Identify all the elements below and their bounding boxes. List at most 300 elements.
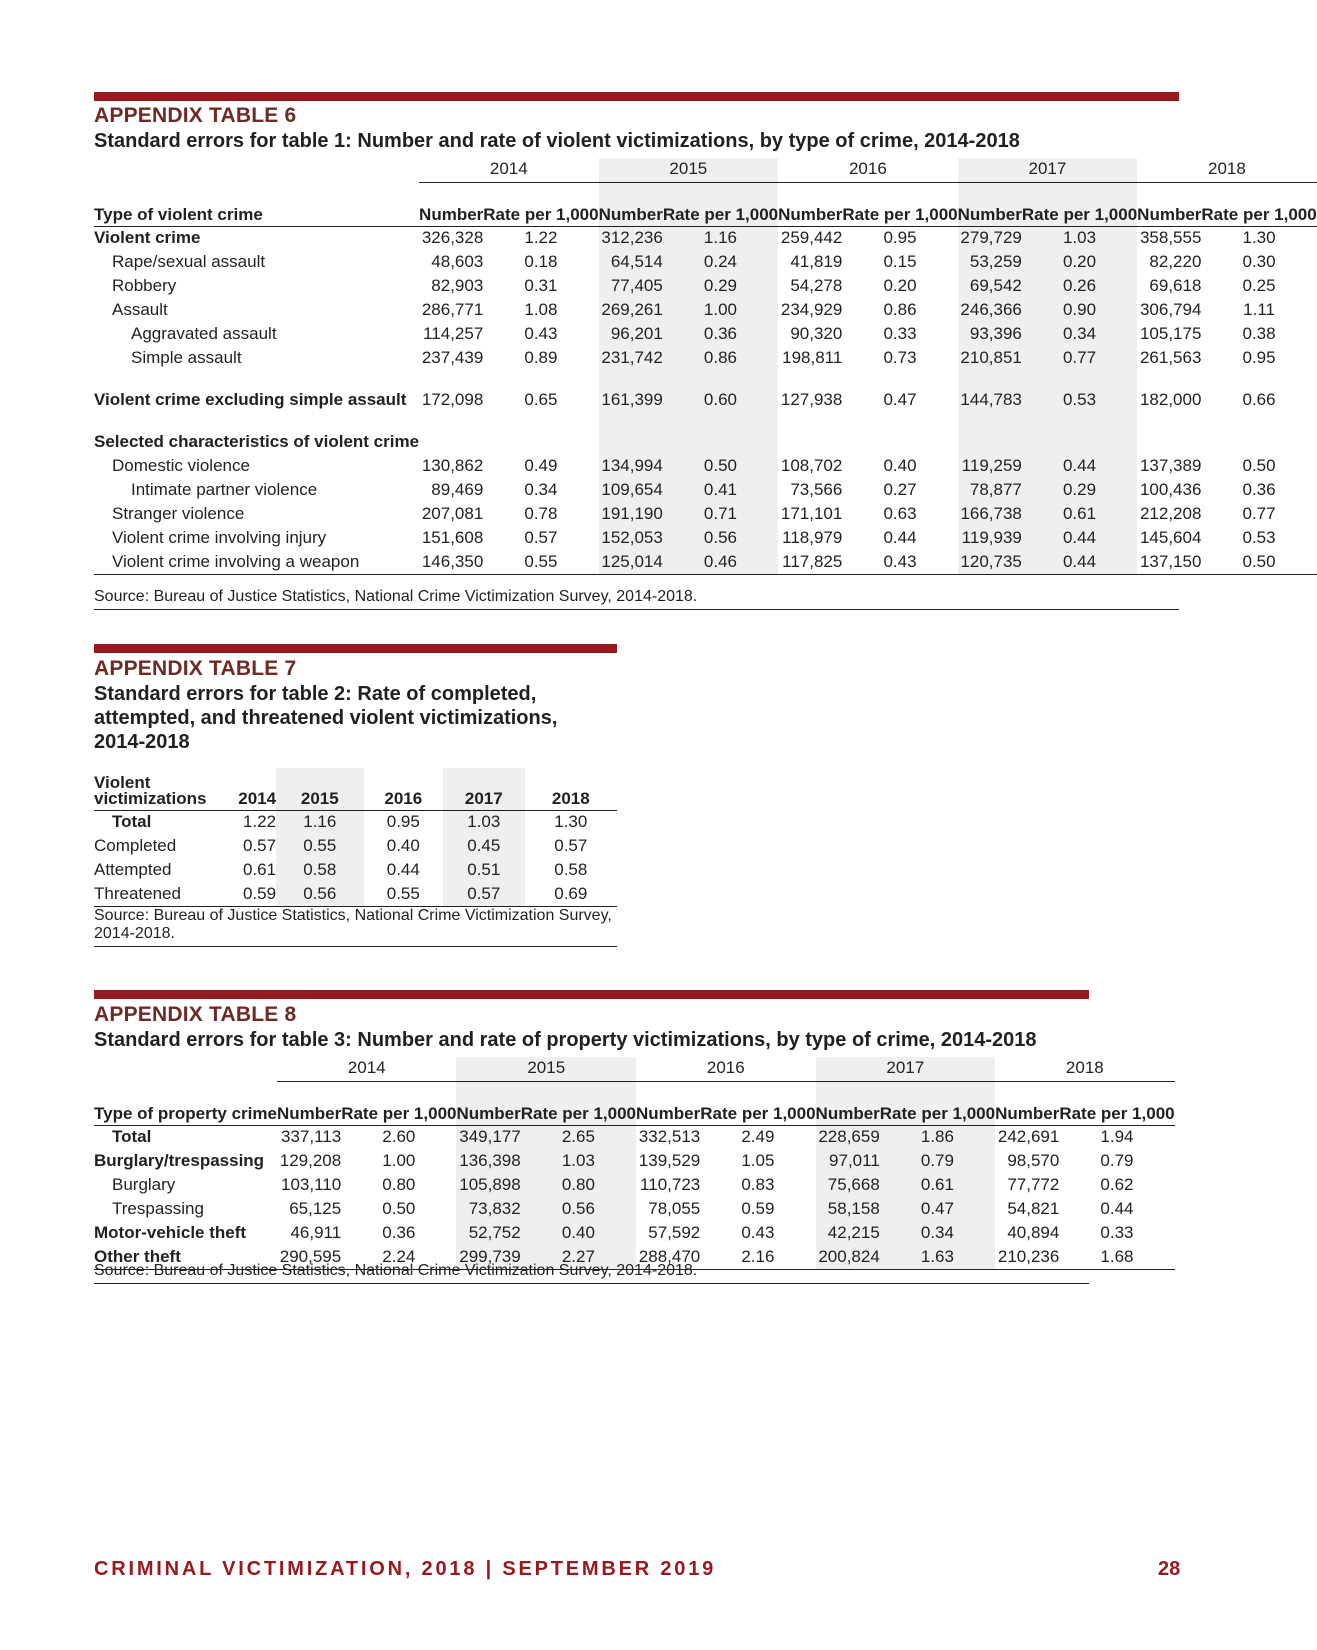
rate-cell: 0.79 [1100,1151,1134,1170]
number-cell: 78,877 [958,478,1022,502]
rate-cell: 0.43 [842,550,957,574]
rate-cell: 1.11 [1243,300,1275,319]
table-row [94,298,1317,322]
rate-cell [1201,430,1316,454]
rate-cell: 0.53 [1242,528,1276,547]
rate-cell: 0.50 [663,454,778,478]
table-row [94,1149,1175,1173]
row-label: Selected characteristics of violent crime [94,432,420,451]
row-label: Rape/sexual assault [112,252,266,271]
number-cell: 191,190 [599,502,663,526]
rate-cell: 0.15 [883,252,917,271]
rate-cell: 1.68 [1059,1245,1174,1269]
table6-col-header [94,182,1317,226]
col-number: Number [419,182,483,226]
number-cell: 237,439 [421,348,484,367]
table7 [94,768,617,907]
rate-cell: 0.44 [883,528,917,547]
number-cell: 166,738 [958,502,1022,526]
number-cell: 54,278 [790,276,843,295]
table6-spacer [94,370,1317,388]
rate-cell: 0.46 [663,550,778,574]
rate-cell: 1.08 [524,300,558,319]
rate-cell [483,430,598,454]
number-cell: 137,389 [1139,456,1202,475]
number-cell: 145,604 [1139,528,1202,547]
number-cell: 337,113 [280,1127,342,1147]
number-cell: 64,514 [599,250,663,274]
number-cell: 125,014 [599,550,663,574]
rate-cell: 0.29 [1022,478,1137,502]
number-cell: 146,350 [419,550,483,574]
number-cell: 127,938 [780,390,843,409]
number-cell: 73,566 [790,480,843,499]
col-rate: Rate per 1,000 [1201,182,1316,226]
table8-year: 2016 [636,1057,816,1081]
number-cell: 65,125 [289,1199,342,1218]
rate-cell: 0.38 [1242,324,1276,343]
table6-year: 2018 [1137,158,1317,182]
number-cell: 134,994 [599,454,663,478]
table7-year: 2017 [443,768,525,810]
table-row [94,1125,1175,1149]
row-label: Violent crime involving injury [112,528,327,547]
rate-cell: 0.24 [663,250,778,274]
number-cell: 228,659 [816,1125,880,1149]
row-label: Threatened [94,882,206,906]
number-cell: 246,366 [958,298,1022,322]
rate-cell: 1.63 [880,1245,995,1269]
col-number: Number [277,1081,341,1125]
col-rate: Rate per 1,000 [483,182,598,226]
number-cell: 78,055 [648,1199,701,1218]
table-row [94,502,1317,526]
row-label: Domestic violence [112,456,250,475]
rate-cell: 0.90 [1022,298,1137,322]
number-cell: 69,618 [1149,276,1202,295]
number-cell: 349,177 [456,1125,520,1149]
spacer-cell [958,412,1022,430]
number-cell: 207,081 [421,504,484,523]
number-cell: 93,396 [958,322,1022,346]
number-cell: 119,259 [958,454,1022,478]
rate-cell: 1.03 [521,1149,636,1173]
col-rate: Rate per 1,000 [341,1081,456,1125]
number-cell: 69,542 [958,274,1022,298]
table8-source: Source: Bureau of Justice Statistics, National Crime Victimization Survey, 2014-2018. [94,1262,1089,1284]
rate-cell: 0.18 [524,252,558,271]
number-cell: 269,261 [599,298,663,322]
table7-top-rule [94,644,617,653]
table8-col-header [94,1081,1175,1125]
row-label: Total [112,812,152,832]
number-cell: 144,783 [958,388,1022,412]
table6-spacer [94,412,1317,430]
number-cell: 136,398 [456,1149,520,1173]
rate-cell: 0.43 [741,1223,775,1242]
number-cell: 261,563 [1139,348,1202,367]
table-row [94,1173,1175,1197]
rate-cell: 0.80 [521,1173,636,1197]
number-cell: 77,772 [1007,1175,1060,1194]
col-rate: Rate per 1,000 [1059,1081,1174,1125]
footer-publication: CRIMINAL VICTIMIZATION, 2018 | SEPTEMBER 2019 [94,1558,717,1580]
number-cell: 210,851 [958,346,1022,370]
value-cell: 0.69 [525,882,617,906]
rate-cell: 0.56 [521,1197,636,1221]
number-cell: 77,405 [599,274,663,298]
rate-cell: 0.34 [1022,322,1137,346]
rate-cell [663,430,778,454]
rate-cell: 0.61 [1022,502,1137,526]
spacer-cell [1022,370,1137,388]
number-cell: 171,101 [780,504,843,523]
table7-year: 2015 [276,768,363,810]
number-cell: 210,236 [995,1245,1059,1269]
rate-cell: 1.05 [741,1151,775,1170]
table6-year: 2016 [778,158,958,182]
rate-cell: 0.20 [883,276,917,295]
table6-label: APPENDIX TABLE 6 [94,104,297,127]
value-cell: 0.55 [276,834,363,858]
rate-cell: 0.65 [524,390,558,409]
number-cell: 53,259 [958,250,1022,274]
rate-cell: 1.22 [524,228,558,248]
row-label: Simple assault [131,348,242,367]
spacer-cell [483,412,598,430]
rate-cell: 2.65 [521,1125,636,1149]
col-rate: Rate per 1,000 [880,1081,995,1125]
table8-top-rule [94,990,1089,999]
number-cell: 110,723 [640,1175,701,1194]
rate-cell [1022,430,1137,454]
rate-cell: 0.40 [521,1221,636,1245]
number-cell: 118,979 [782,528,843,547]
table-row [94,226,1317,250]
rate-cell: 2.60 [382,1127,416,1147]
row-label: Total [112,1127,152,1147]
rate-cell: 0.83 [741,1175,775,1194]
rate-cell: 0.29 [663,274,778,298]
number-cell: 41,819 [790,252,843,271]
row-label: Completed [94,836,177,855]
row-label: Violent crime excluding simple assault [94,390,407,409]
rate-cell: 0.57 [524,528,558,547]
value-cell: 1.22 [242,812,277,832]
value-cell: 1.03 [443,810,525,834]
value-cell: 1.30 [554,812,588,832]
value-cell: 0.51 [443,858,525,882]
table-row [94,454,1317,478]
spacer-cell [842,370,957,388]
number-cell [778,430,842,454]
number-cell: 259,442 [780,228,843,248]
table-row [94,882,617,906]
spacer-cell [94,370,419,388]
table8-year: 2017 [816,1057,996,1081]
rate-cell: 0.43 [524,324,558,343]
number-cell: 75,668 [816,1173,880,1197]
table6 [94,158,1317,575]
row-label: Assault [112,300,168,319]
col-number: Number [1137,182,1201,226]
number-cell: 119,939 [958,526,1022,550]
col-number: Number [958,182,1022,226]
row-label: Violent crime [94,228,201,248]
table6-title: Standard errors for table 1: Number and rate of violent victimizations, by type of crime, 2014-2018 [94,130,1020,152]
rate-cell: 0.63 [883,504,917,523]
number-cell: 48,603 [431,252,484,271]
value-cell: 0.44 [386,860,420,879]
value-cell: 0.58 [554,860,588,879]
rate-cell: 1.00 [663,298,778,322]
number-cell: 358,555 [1139,228,1202,248]
value-cell: 0.95 [386,812,420,832]
rate-cell: 0.50 [382,1199,416,1218]
row-label: Attempted [94,860,172,879]
table-row [94,1197,1175,1221]
rate-cell: 0.77 [1242,504,1276,523]
rate-cell: 2.27 [521,1245,636,1269]
number-cell: 90,320 [790,324,843,343]
table6-year-header [94,158,1317,182]
rate-cell: 0.95 [883,228,917,248]
number-cell: 231,742 [599,346,663,370]
number-cell: 57,592 [648,1223,701,1242]
rate-cell: 1.03 [1022,226,1137,250]
table8-row-header: Type of property crime [94,1081,277,1125]
col-rate: Rate per 1,000 [521,1081,636,1125]
rate-cell: 0.80 [382,1175,416,1194]
rate-cell: 0.41 [663,478,778,502]
number-cell: 198,811 [782,348,843,367]
rate-cell: 2.16 [700,1245,815,1269]
rate-cell: 0.71 [663,502,778,526]
value-cell: 0.57 [554,836,588,855]
table7-year: 2018 [525,768,617,810]
table-row [94,430,1317,454]
rate-cell: 0.26 [1022,274,1137,298]
number-cell: 332,513 [638,1127,701,1147]
number-cell: 151,608 [421,528,484,547]
rate-cell: 2.49 [741,1127,775,1147]
table-row [94,550,1317,574]
rate-cell: 0.79 [880,1149,995,1173]
table-row [94,1221,1175,1245]
rate-cell: 1.16 [663,226,778,250]
rate-cell: 2.24 [341,1245,456,1269]
rate-cell: 0.36 [1242,480,1276,499]
number-cell: 58,158 [816,1197,880,1221]
table-row [94,810,617,834]
rate-cell: 0.50 [1201,550,1316,574]
table-row [94,322,1317,346]
number-cell: 117,825 [778,550,842,574]
table7-year: 2014 [206,768,276,810]
table8-year: 2014 [277,1057,457,1081]
table7-title: Standard errors for table 2: Rate of completed, attempted, and threatened violent victimizations, 2014-2018 [94,683,558,753]
table6-year: 2017 [958,158,1138,182]
value-cell: 0.58 [276,858,363,882]
table8-year: 2018 [995,1057,1175,1081]
value-cell: 0.59 [206,882,276,906]
table-row [94,858,617,882]
col-number: Number [778,182,842,226]
number-cell: 40,894 [1007,1223,1060,1242]
number-cell: 105,175 [1139,324,1202,343]
number-cell: 234,929 [780,300,843,319]
number-cell: 98,570 [1007,1151,1060,1170]
rate-cell: 0.31 [524,276,558,295]
table8 [94,1057,1175,1270]
spacer-cell [599,370,663,388]
row-label: Aggravated assault [131,324,277,343]
rate-cell: 0.60 [663,388,778,412]
number-cell: 97,011 [816,1149,880,1173]
number-cell: 326,328 [421,228,484,248]
rate-cell: 0.61 [880,1173,995,1197]
row-label: Burglary [112,1175,176,1194]
col-number: Number [636,1081,700,1125]
rate-cell: 0.55 [483,550,598,574]
rate-cell: 0.78 [524,504,558,523]
row-label: Violent crime involving a weapon [94,550,419,574]
table-row [94,274,1317,298]
value-cell: 0.57 [242,836,277,855]
rate-cell: 0.77 [1022,346,1137,370]
table6-year: 2015 [599,158,779,182]
rate-cell: 0.30 [1242,252,1276,271]
table8-year: 2015 [456,1057,636,1081]
spacer-cell [842,412,957,430]
table-row [94,250,1317,274]
number-cell: 161,399 [599,388,663,412]
col-number: Number [816,1081,880,1125]
table7-header [94,768,617,810]
number-cell: 103,110 [280,1175,342,1194]
rate-cell: 0.66 [1242,390,1276,409]
number-cell: 42,215 [816,1221,880,1245]
number-cell: 212,208 [1139,504,1202,523]
rate-cell: 0.33 [883,324,917,343]
value-cell: 0.57 [443,882,525,906]
spacer-cell [778,412,842,430]
table6-top-rule [94,92,1179,101]
rate-cell: 0.20 [1022,250,1137,274]
table6-source: Source: Bureau of Justice Statistics, National Crime Victimization Survey, 2014-2018. [94,588,1179,610]
rate-cell: 0.27 [883,480,917,499]
table-row [94,526,1317,550]
rate-cell: 0.95 [1242,348,1276,367]
rate-cell: 0.36 [663,322,778,346]
number-cell: 108,702 [780,456,843,475]
number-cell [599,430,663,454]
row-label: Intimate partner violence [131,480,318,499]
row-label: Robbery [112,276,177,295]
rate-cell: 1.30 [1242,228,1276,248]
spacer-cell [419,370,483,388]
number-cell: 286,771 [421,300,484,319]
rate-cell: 0.33 [1100,1223,1134,1242]
number-cell: 137,150 [1137,550,1201,574]
number-cell: 82,220 [1149,252,1202,271]
row-label: Trespassing [112,1199,204,1218]
spacer-cell [663,412,778,430]
number-cell [419,430,483,454]
rate-cell: 0.53 [1022,388,1137,412]
rate-cell: 1.86 [880,1125,995,1149]
rate-cell: 0.40 [883,456,917,475]
row-label: Motor-vehicle theft [94,1223,247,1242]
rate-cell [842,430,957,454]
spacer-cell [1137,370,1201,388]
number-cell: 89,469 [431,480,484,499]
spacer-cell [1201,370,1316,388]
spacer-cell [1201,412,1316,430]
table8-title: Standard errors for table 3: Number and rate of property victimizations, by type of crime, 2014-2018 [94,1029,1037,1051]
rate-cell: 0.86 [663,346,778,370]
spacer-cell [778,370,842,388]
rate-cell: 0.56 [663,526,778,550]
rate-cell: 0.44 [1022,454,1137,478]
spacer-cell [1137,412,1201,430]
number-cell: 105,898 [456,1173,520,1197]
spacer-cell [483,370,598,388]
rate-cell: 0.47 [880,1197,995,1221]
rate-cell: 0.44 [1022,526,1137,550]
col-rate: Rate per 1,000 [663,182,778,226]
number-cell [1137,430,1201,454]
rate-cell: 0.50 [1242,456,1276,475]
value-cell: 0.56 [276,882,363,906]
number-cell: 290,595 [277,1245,341,1269]
number-cell: 130,862 [421,456,484,475]
number-cell: 120,735 [958,550,1022,574]
rate-cell: 0.89 [524,348,558,367]
number-cell: 52,752 [456,1221,520,1245]
row-label: Other theft [94,1245,277,1269]
spacer-cell [663,370,778,388]
table7-row-header: Violent victimizations [94,768,206,810]
row-label: Stranger violence [112,504,245,523]
number-cell: 306,794 [1139,300,1202,319]
col-rate: Rate per 1,000 [842,182,957,226]
number-cell: 100,436 [1139,480,1202,499]
number-cell: 200,824 [816,1245,880,1269]
rate-cell: 0.49 [524,456,558,475]
value-cell: 0.45 [443,834,525,858]
spacer-cell [94,412,419,430]
table-row [94,478,1317,502]
number-cell: 312,236 [599,226,663,250]
number-cell [958,430,1022,454]
rate-cell: 0.62 [1100,1175,1134,1194]
rate-cell: 0.44 [1022,550,1137,574]
table7-source: Source: Bureau of Justice Statistics, National Crime Victimization Survey, 2014-2018. [94,907,617,947]
table6-row-header: Type of violent crime [94,182,419,226]
spacer-cell [1022,412,1137,430]
spacer-cell [958,370,1022,388]
number-cell: 288,470 [636,1245,700,1269]
number-cell: 299,739 [456,1245,520,1269]
rate-cell: 0.44 [1100,1199,1134,1218]
spacer-cell [419,412,483,430]
value-cell: 0.55 [364,882,444,906]
number-cell: 242,691 [997,1127,1060,1147]
table8-year-header [94,1057,1175,1081]
table7-year: 2016 [364,768,444,810]
rate-cell: 1.00 [382,1151,416,1170]
